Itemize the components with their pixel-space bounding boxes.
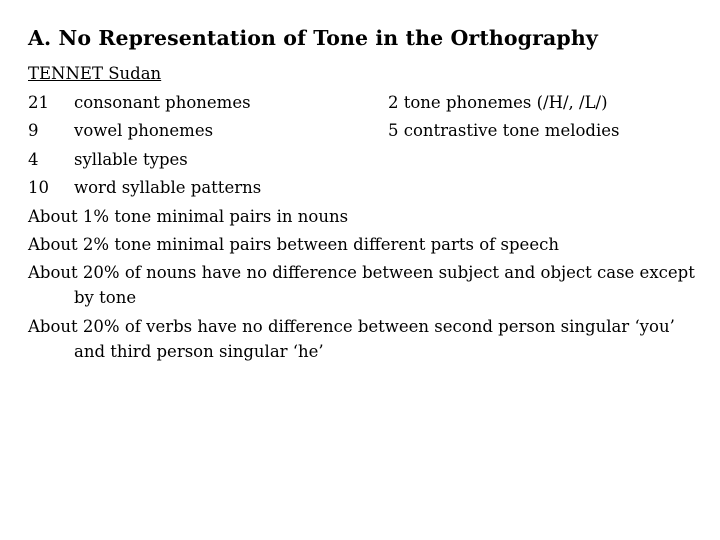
heading-line [28, 60, 708, 89]
fact-paragraph: About 20% of verbs have no difference between second person singular ‘you’ and third person singular ‘he’ [28, 316, 675, 361]
stat-number: 4 [28, 149, 39, 169]
stat-number: 9 [28, 121, 39, 140]
stat-label: consonant phonemes [74, 92, 251, 112]
slide-title: A. No Representation of Tone in the Orthography [28, 26, 598, 50]
stat-row [28, 117, 708, 146]
stat-number: 21 [28, 92, 49, 112]
stat-label: vowel phonemes [74, 121, 214, 140]
fact-paragraph: About 20% of nouns have no difference between subject and object case except by tone [28, 262, 695, 307]
stat-row [28, 174, 708, 203]
tone-stat: 5 contrastive tone melodies [388, 121, 620, 140]
stat-row [28, 89, 708, 118]
stat-number: 10 [28, 178, 49, 197]
language-heading: TENNET Sudan [28, 64, 162, 83]
stat-label: syllable types [74, 149, 188, 169]
stat-label: word syllable patterns [74, 178, 262, 197]
tone-stat: 2 tone phonemes (/H/, /L/) [388, 92, 608, 112]
fact-line: About 2% tone minimal pairs between different parts of speech [28, 235, 559, 254]
stat-row [28, 146, 708, 175]
slide-body [28, 60, 708, 368]
fact-line: About 1% tone minimal pairs in nouns [28, 206, 349, 226]
